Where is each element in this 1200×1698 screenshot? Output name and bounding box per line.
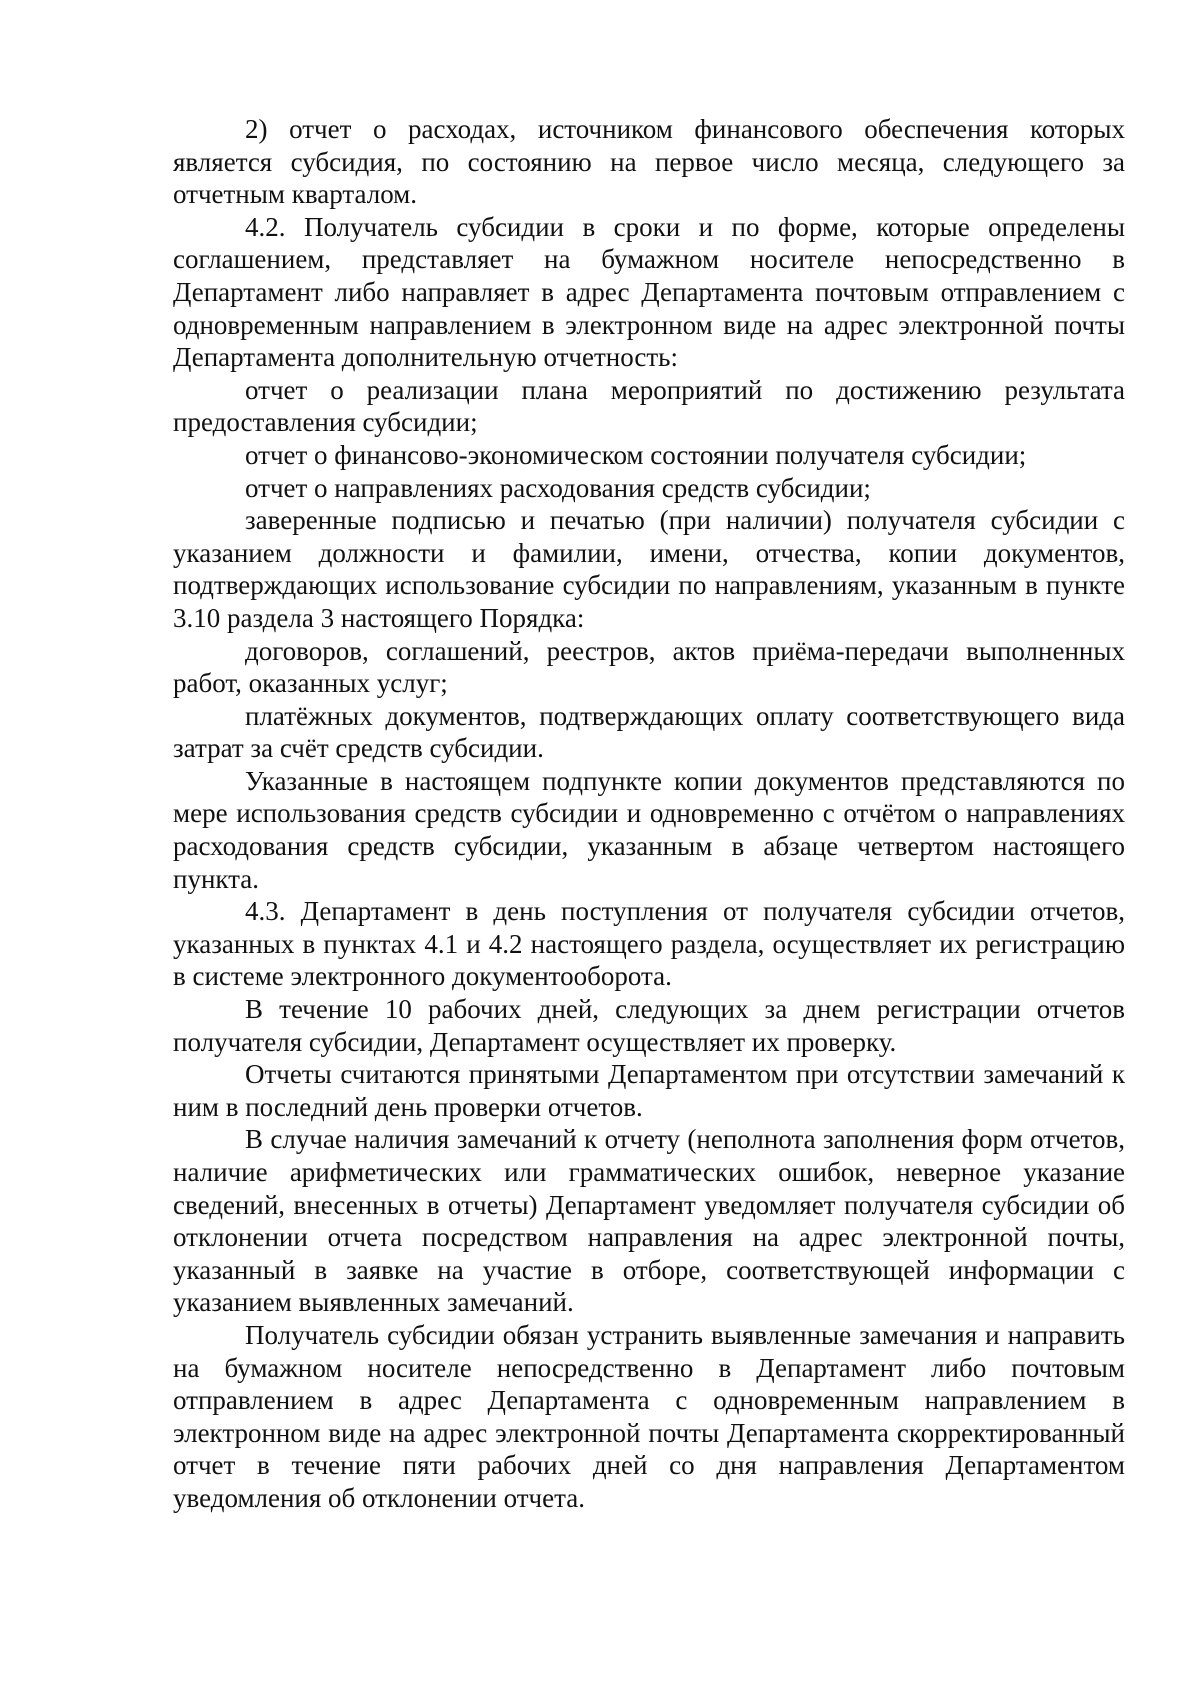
paragraph-financial-report: отчет о финансово-экономическом состоянии получателя субсидии; xyxy=(245,439,1027,470)
paragraph-contracts: договоров, соглашений, реестров, актов приёма-передачи выполненных работ, оказанных услуг; xyxy=(173,635,1125,699)
paragraph-certified-copies: заверенные подписью и печатью (при наличии) получателя субсидии с указанием должности и фамилии, имени, отчества, копии документов, подтверждающих использование субсидии по направлениям, указанным в пункте 3.10 раздела 3 настоящего Порядка: xyxy=(173,505,1125,633)
paragraph-review-period: В течение 10 рабочих дней, следующих за днем регистрации отчетов получателя субсидии, Департамент осуществляет их проверку. xyxy=(173,994,1125,1057)
paragraph-expense-report: 2) отчет о расходах, источником финансового обеспечения которых является субсидия, по состоянию на первое число месяца, следующего за отчетным кварталом. xyxy=(173,114,1125,210)
paragraph-remarks-notification: В случае наличия замечаний к отчету (неполнота заполнения форм отчетов, наличие арифметических или грамматических ошибок, неверное указание сведений, внесенных в отчеты) Департамент уведомляет получателя субсидии об отклонении отчета посредством направления на адрес электронной почты, указанный в заявке на участие в отборе, соответствующей информации с указанием выявленных замечаний. xyxy=(173,1124,1125,1318)
paragraph-4-2: 4.2. Получатель субсидии в сроки и по форме, которые определены соглашением, представляет на бумажном носителе непосредственно в Департамент либо направляет в адрес Департамента почтовым отправлением с одновременным направлением в электронном виде на адрес электронной почты Департамента дополнительную отчетность: xyxy=(173,211,1125,373)
paragraph-correction-obligation: Получатель субсидии обязан устранить выявленные замечания и направить на бумажном носителе непосредственно в Департамент либо почтовым отправлением в адрес Департамента с одновременным направлением в электронном виде на адрес электронной почты Департамента скорректированный отчет в течение пяти рабочих дней со дня направления Департаментом уведомления об отклонении отчета. xyxy=(173,1319,1125,1513)
paragraph-reports-accepted: Отчеты считаются принятыми Департаментом при отсутствии замечаний к ним в последний день проверки отчетов. xyxy=(173,1059,1125,1122)
document-body xyxy=(173,113,1125,1515)
paragraph-plan-report: отчет о реализации плана мероприятий по достижению результата предоставления субсидии; xyxy=(173,374,1125,438)
paragraph-payment-documents: платёжных документов, подтверждающих оплату соответствующего вида затрат за счёт средств субсидии. xyxy=(173,700,1125,764)
paragraph-4-3: 4.3. Департамент в день поступления от получателя субсидии отчетов, указанных в пунктах 4.1 и 4.2 настоящего раздела, осуществляет их регистрацию в системе электронного документооборота. xyxy=(173,896,1125,992)
paragraph-copies-submission: Указанные в настоящем подпункте копии документов представляются по мере использования средств субсидии и одновременно с отчётом о направлениях расходования средств субсидии, указанным в абзаце четвертом настоящего пункта. xyxy=(173,765,1125,894)
paragraph-spending-report: отчет о направлениях расходования средств субсидии; xyxy=(245,472,871,503)
